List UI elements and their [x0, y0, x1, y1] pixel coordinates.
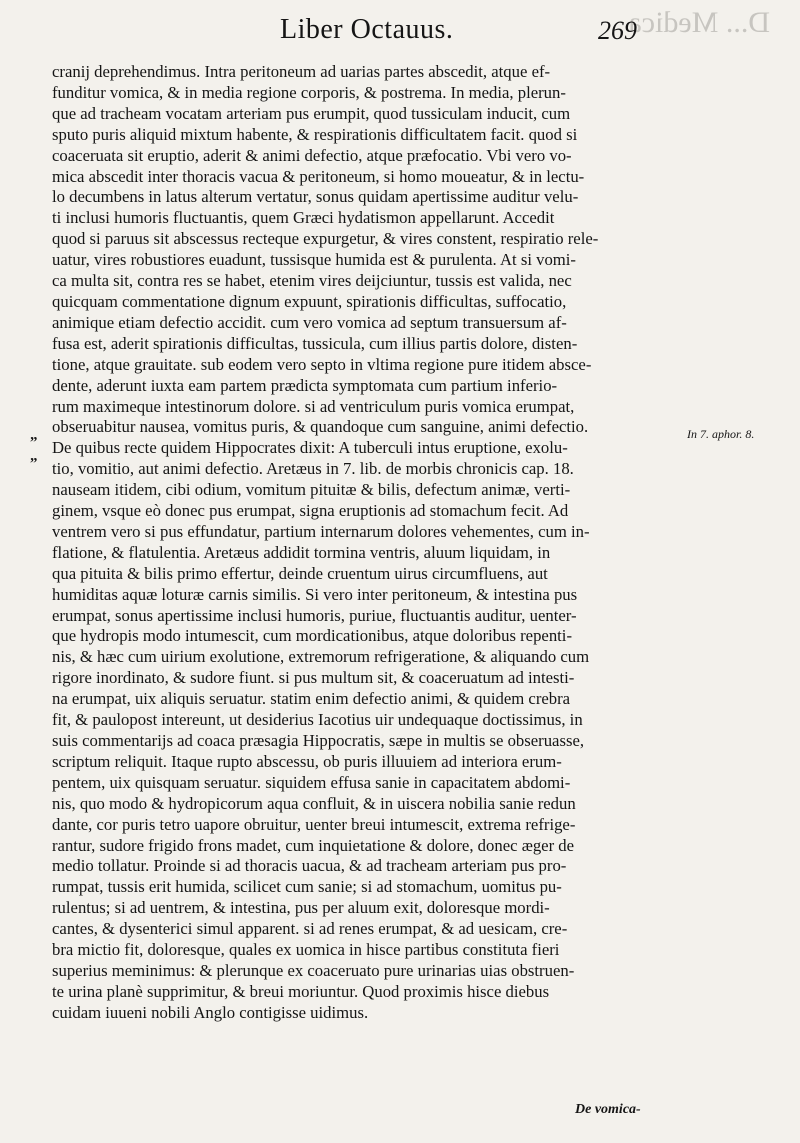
- text-line: tio, vomitio, aut animi defectio. Aretæus in 7. lib. de morbis chronicis cap. 18.: [52, 459, 574, 479]
- text-line: nauseam itidem, cibi odium, vomitum pituitæ & bilis, defectum animæ, verti-: [52, 480, 571, 500]
- text-line: qua pituita & bilis primo effertur, deinde cruentum uirus circumfluens, aut: [52, 563, 548, 583]
- text-line: cranij deprehendimus. Intra peritoneum ad uarias partes abscedit, atque ef-: [52, 62, 551, 81]
- text-line: mica abscedit inter thoracis vacua & peritoneum, si homo moueatur, & in lectu-: [52, 166, 585, 186]
- text-line: rulentus; si ad uentrem, & intestina, pus per aluum exit, doloresque mordi-: [52, 898, 550, 918]
- text-line: suis commentarijs ad coaca præsagia Hippocratis, sæpe in multis se obseruasse,: [52, 731, 585, 750]
- body-text: [52, 62, 682, 1024]
- text-line: tione, atque grauitate. sub eodem vero septo in vltima regione pure itidem absce-: [52, 354, 592, 374]
- show-through-header: D... Medica: [628, 6, 770, 39]
- text-line: quicquam commentatione dignum expuunt, spirationis difficultas, suffocatio,: [52, 291, 567, 311]
- catchword: De vomica-: [575, 1102, 641, 1117]
- margin-note: In 7. aphor. 8.: [687, 427, 755, 441]
- text-line: flatione, & flatulentia. Aretæus addidit tormina ventris, aluum liquidam, in: [52, 542, 551, 562]
- text-line: dente, aderunt iuxta eam partem prædicta symptomata cum partium inferio-: [52, 375, 558, 395]
- text-line: fit, & paulopost intereunt, ut desiderius Iacotius uir undequaque doctissimus, in: [52, 710, 583, 730]
- text-line: sputo puris aliquid mixtum habente, & respirationis difficultatem facit. quod si: [52, 124, 578, 144]
- page-number: 269: [598, 16, 637, 45]
- text-line: cuidam iuueni nobili Anglo contigisse uidimus.: [52, 1002, 369, 1022]
- text-line: obseruabitur nausea, vomitus puris, & quandoque cum sanguine, animi defectio.: [52, 417, 589, 437]
- text-line: rantur, sudore frigido frons madet, cum inquietatione & dolore, donec æger de: [52, 835, 575, 855]
- quote-mark: „: [30, 427, 38, 443]
- text-line: humiditas aquæ loturæ carnis similis. Si vero inter peritoneum, & intestina pus: [52, 584, 578, 604]
- text-line: superius meminimus: & plerunque ex coaceruato pure urinarias uias obstruen-: [52, 960, 575, 980]
- text-line: coaceruata sit eruptio, aderit & animi defectio, atque præfocatio. Vbi vero vo-: [52, 145, 572, 165]
- text-line: dante, cor puris tetro uapore obruitur, uenter breui intumescit, extrema refrige-: [52, 814, 576, 834]
- text-line: De quibus recte quidem Hippocrates dixit: A tuberculi intus eruptione, exolu-: [52, 438, 568, 458]
- text-line: ca multa sit, contra res se habet, etenim vires deijciuntur, tussis est valida, nec: [52, 271, 572, 291]
- text-line: rum maximeque intestinorum dolore. si ad ventriculum puris vomica erumpat,: [52, 396, 575, 416]
- text-line: ginem, vsque eò donec pus erumpat, signa eruptionis ad stomachum fecit. Ad: [52, 501, 569, 521]
- text-line: na erumpat, uix aliquis seruatur. statim enim defectio animi, & quidem crebra: [52, 689, 571, 709]
- text-line: rigore inordinato, & sudore fiunt. si pus multum sit, & coaceruatum ad intesti-: [52, 668, 575, 688]
- text-line: lo decumbens in latus alterum vertatur, sonus quidam apertissime auditur velu-: [52, 187, 579, 207]
- text-line: animique etiam defectio accidit. cum vero vomica ad septum transuersum af-: [52, 312, 567, 332]
- text-line: quod si paruus sit abscessus recteque expurgetur, & vires constent, respiratio rele-: [52, 229, 599, 249]
- text-line: scriptum reliquit. Itaque rupto abscessu, ob puris illuuiem ad interiora erum-: [52, 751, 562, 771]
- text-line: nis, & hæc cum uirium exolutione, extremorum refrigeratione, & aliquando cum: [52, 647, 590, 667]
- text-line: fusa est, aderit spirationis difficultas, tussicula, cum illius partis dolore, disten-: [52, 333, 578, 353]
- text-line: que hydropis modo intumescit, cum mordicationibus, atque doloribus repenti-: [52, 626, 573, 646]
- text-line: erumpat, sonus apertissime inclusi humoris, puriue, fluctuantis auditur, uenter-: [52, 605, 577, 625]
- text-line: medio tollatur. Proinde si ad thoracis uacua, & ad tracheam arteriam pus pro-: [52, 856, 567, 876]
- text-line: funditur vomica, & in media regione corporis, & postrema. In media, plerun-: [52, 82, 566, 102]
- text-line: te urina planè supprimitur, & breui moriuntur. Quod proximis hisce diebus: [52, 981, 550, 1001]
- text-line: ventrem vero si pus effundatur, partium internarum dolores vehementes, cum in-: [52, 521, 590, 541]
- text-line: que ad tracheam vocatam arteriam pus erumpit, quod tussiculam inducit, cum: [52, 103, 571, 123]
- text-line: uatur, vires robustiores euadunt, tussisque humida est & purulenta. At si vomi-: [52, 250, 576, 270]
- text-line: nis, quo modo & hydropicorum aqua confluit, & in uiscera nobilia sanie redun: [52, 793, 576, 813]
- text-line: cantes, & dysenterici simul apparent. si ad renes erumpat, & ad uesicam, cre-: [52, 919, 568, 939]
- text-line: ti inclusi humoris fluctuantis, quem Græci hydatismon appellarunt. Accedit: [52, 208, 555, 228]
- text-line: bra mictio fit, doloresque, quales ex uomica in hisce partibus constituta fieri: [52, 940, 560, 960]
- quote-mark: „: [30, 448, 38, 464]
- text-line: pentem, uix quisquam seruatur. siquidem effusa sanie in capacitatem abdomi-: [52, 772, 571, 792]
- text-line: rumpat, tussis erit humida, scilicet cum sanie; si ad stomachum, uomitus pu-: [52, 877, 562, 897]
- running-title: Liber Octauus.: [280, 14, 454, 45]
